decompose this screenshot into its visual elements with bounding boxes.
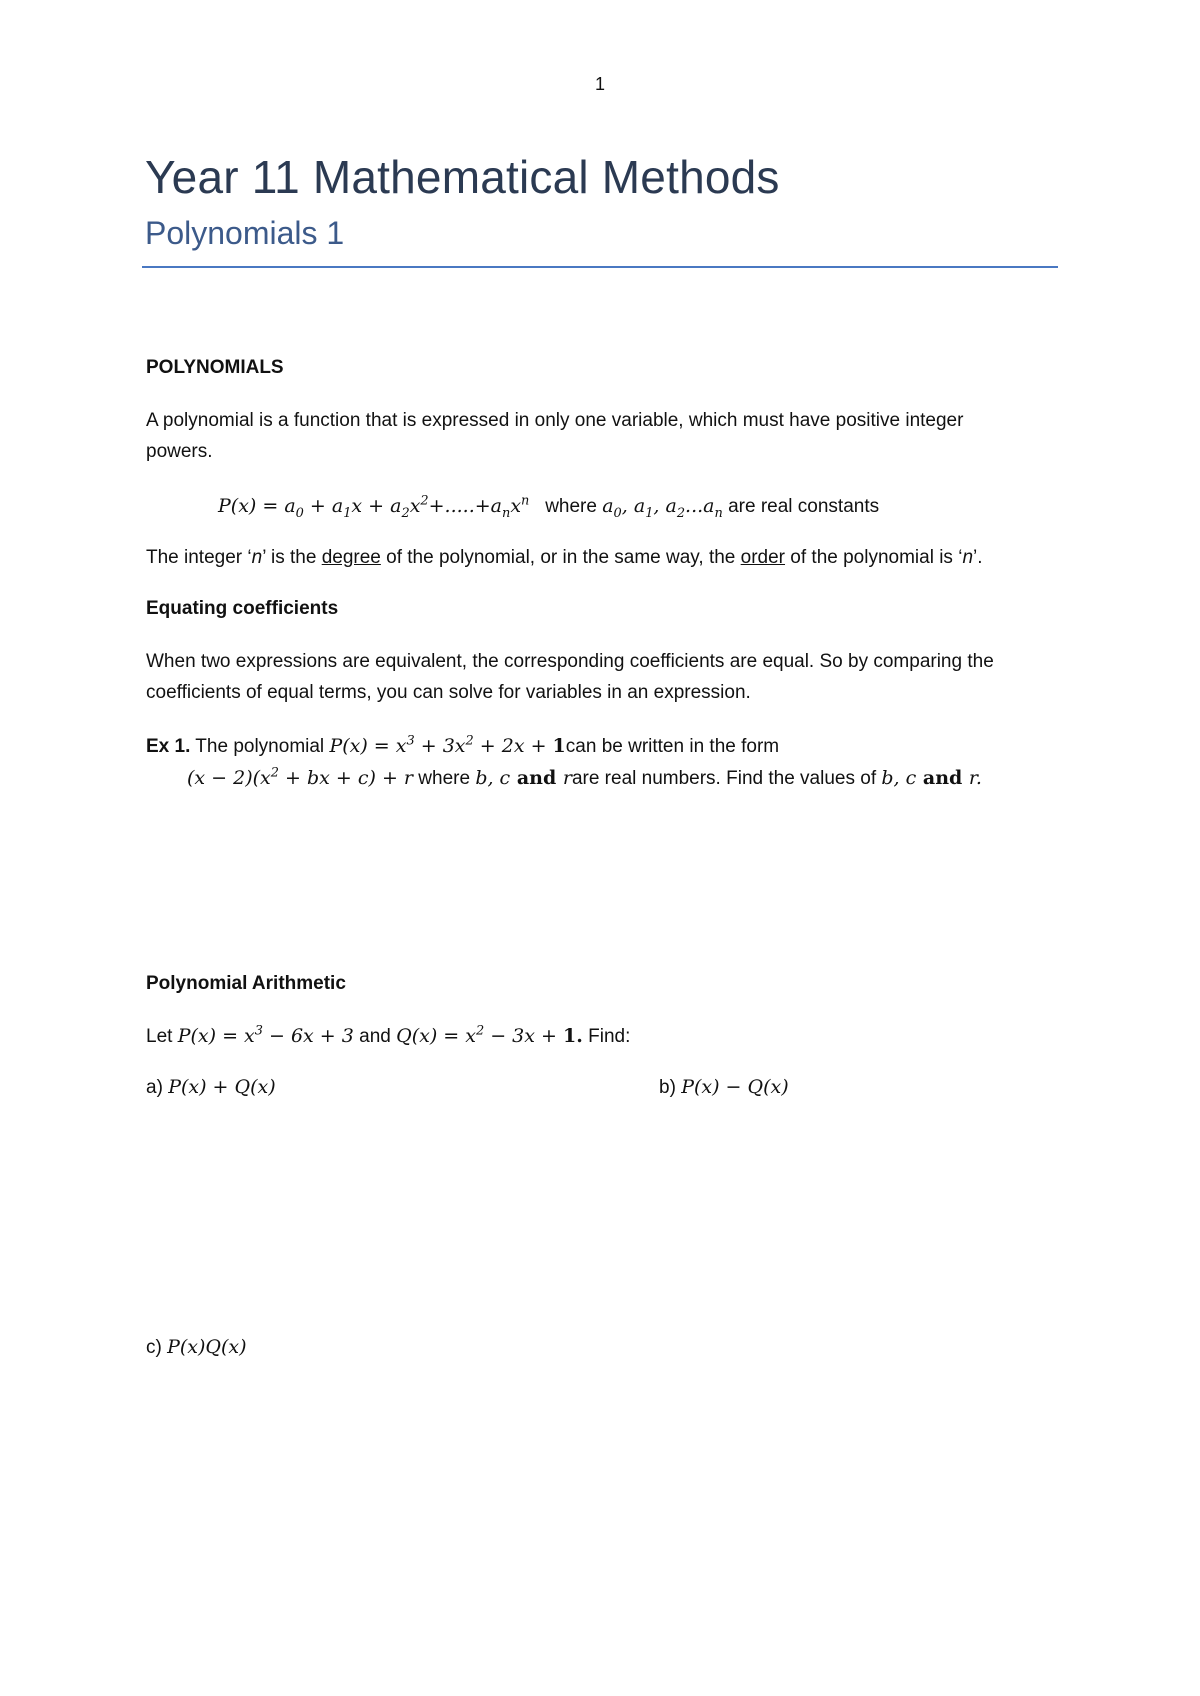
page-number: 1 (594, 74, 605, 94)
formula-x2: x (409, 495, 421, 517)
equating-line-1: When two expressions are equivalent, the corresponding coefficients are equal. So by comparing the (146, 651, 994, 672)
question-c (146, 1332, 247, 1363)
equating-line-2: coefficients of equal terms, you can solve for variables in an expression. (146, 682, 751, 703)
arithmetic-q-end: − 3x + (484, 1025, 563, 1047)
formula-where: where (545, 496, 597, 517)
example-1-vars: b, c (475, 767, 511, 789)
formula-sub-0: 0 (295, 505, 304, 521)
question-b-expression: P(x) − Q(x) (681, 1076, 789, 1098)
question-a (146, 1072, 276, 1103)
definition-line-2: powers. (146, 441, 213, 462)
equating-heading: Equating coefficients (146, 598, 339, 619)
formula-lhs: P(x) = a (218, 495, 296, 517)
arithmetic-definitions (146, 1021, 630, 1052)
definition-line-1: A polynomial is a function that is expressed in only one variable, which must have positive integer (146, 410, 964, 431)
formula-sup-2: 2 (420, 493, 429, 509)
arithmetic-p-end: − 6x + 3 (262, 1025, 354, 1047)
arithmetic-p: P(x) = x (177, 1025, 255, 1047)
example-1-sup-2: 2 (465, 733, 474, 749)
formula-tail: are real constants (728, 496, 880, 517)
arithmetic-heading: Polynomial Arithmetic (146, 973, 346, 994)
formula-sub-1: 1 (343, 505, 352, 521)
page-title: Year 11 Mathematical Methods (145, 151, 780, 203)
degree-text-2: ’ is the (262, 547, 322, 568)
formula-dots: +.....+a (428, 495, 502, 517)
arithmetic-q: Q(x) = x (396, 1025, 476, 1047)
example-1-form-end: + bx + c) + r (278, 767, 413, 789)
polynomial-general-formula (218, 491, 879, 522)
question-b (659, 1072, 789, 1103)
degree-term: degree (321, 547, 381, 568)
formula-sub-n: n (502, 505, 511, 521)
example-1-line-2 (187, 763, 982, 794)
question-c-label: c) (146, 1337, 168, 1358)
section-heading-polynomials: POLYNOMIALS (146, 357, 284, 378)
formula-plus-a1: + a (303, 495, 344, 517)
const-a2: , a (653, 495, 677, 517)
example-1-and-2: and (916, 767, 969, 789)
question-c-expression: P(x)Q(x) (167, 1336, 247, 1358)
formula-x-plus-a2: x + a (351, 495, 402, 517)
degree-text-4: of the polynomial is ‘ (785, 547, 963, 568)
example-1-tail: can be written in the form (565, 736, 780, 757)
example-1-poly: P(x) = x (329, 735, 407, 757)
example-1-one: 1 (552, 735, 566, 757)
example-1-line-1 (146, 731, 779, 762)
example-1-rest: are real numbers. Find the values of (571, 768, 882, 789)
example-1-where: where (413, 768, 476, 789)
const-sub-1: 1 (645, 505, 654, 521)
formula-xn: x (510, 495, 522, 517)
formula-sub-2: 2 (401, 505, 410, 521)
const-sub-2: 2 (676, 505, 686, 521)
example-1-end: + 2x + (473, 735, 553, 757)
example-1-label: Ex 1. (146, 736, 191, 757)
const-sub-0: 0 (613, 505, 622, 521)
degree-text-3: of the polynomial, or in the same way, the (380, 547, 741, 568)
degree-n-1: n (251, 547, 263, 568)
const-a0: a (602, 495, 614, 517)
arithmetic-q-sup: 2 (475, 1023, 485, 1039)
question-b-label: b) (659, 1077, 682, 1098)
example-1-mid: + 3x (414, 735, 466, 757)
const-sub-n: n (714, 505, 723, 521)
arithmetic-find: Find: (582, 1026, 631, 1047)
example-1-vars-2: b, c (881, 767, 917, 789)
question-a-expression: P(x) + Q(x) (168, 1076, 276, 1098)
degree-sentence (146, 543, 983, 573)
arithmetic-let: Let (146, 1026, 178, 1047)
degree-n-2: n (962, 547, 974, 568)
example-1-and-1: and (510, 767, 563, 789)
example-1-text: The polynomial (190, 736, 330, 757)
arithmetic-and: and (353, 1026, 397, 1047)
arithmetic-p-sup: 3 (254, 1023, 263, 1039)
example-1-form: (x − 2)(x (187, 767, 271, 789)
degree-text-5: ’. (973, 547, 983, 568)
arithmetic-q-one: 1. (563, 1025, 583, 1047)
title-divider (142, 266, 1058, 268)
const-dots: ...a (685, 495, 715, 517)
example-1-r-2: r. (968, 767, 982, 789)
example-1-form-sup: 2 (270, 765, 279, 781)
example-1-r: r (562, 767, 572, 789)
page-subtitle: Polynomials 1 (145, 215, 345, 251)
example-1-sup-3: 3 (406, 733, 415, 749)
question-a-label: a) (146, 1077, 169, 1098)
degree-text-1: The integer ‘ (146, 547, 252, 568)
formula-sup-n: n (521, 493, 530, 509)
order-term: order (740, 547, 786, 568)
const-a1: , a (621, 495, 646, 517)
